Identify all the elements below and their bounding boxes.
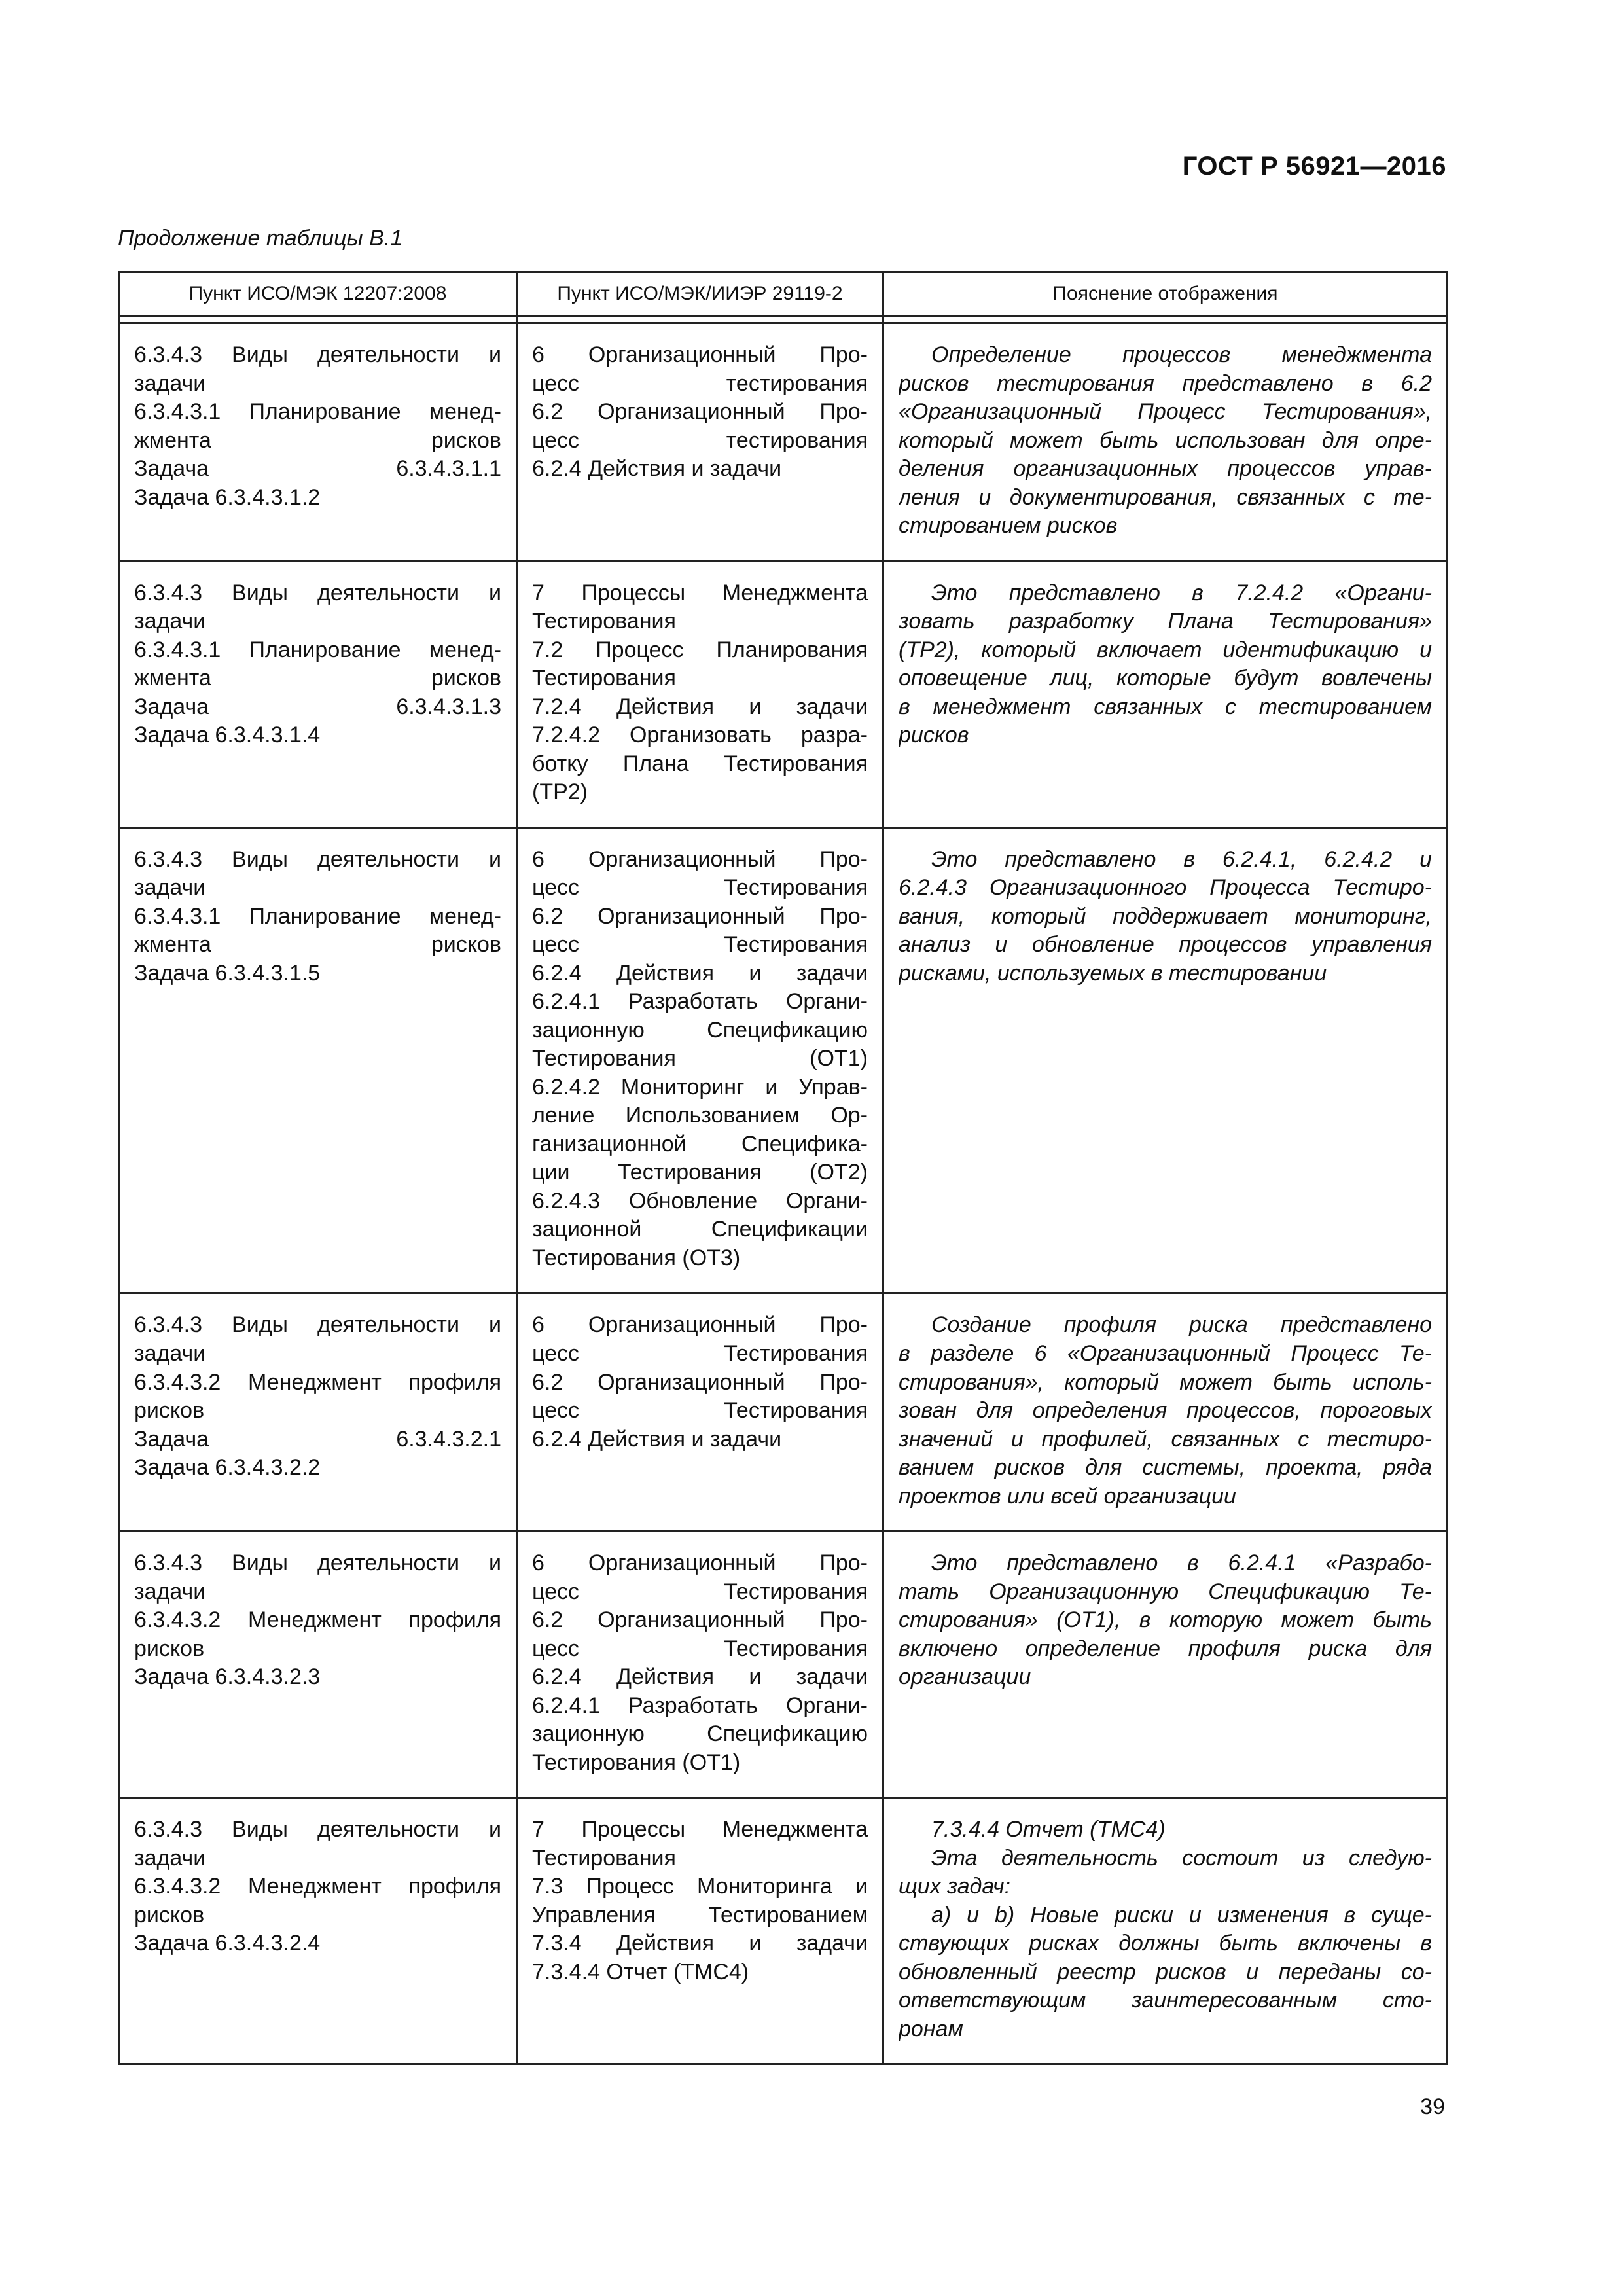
iso-29119-2-clause-cell	[517, 827, 883, 1293]
mapping-explanation-cell	[883, 1293, 1448, 1532]
cell-text-line: ствующих рисках должны быть включены в	[899, 1931, 1432, 1956]
cell-text-line: 7.2.4 Действия и задачи	[532, 694, 868, 719]
cell-text-line: Тестирования	[532, 1845, 676, 1871]
header-iso-12207: Пункт ИСО/МЭК 12207:2008	[119, 272, 517, 316]
cell-text-line: ции Тестирования (ОТ2)	[532, 1160, 868, 1185]
cell-text-line: 6.2.4 Действия и задачи	[532, 960, 868, 986]
cell-text-line: (TP2)	[532, 780, 588, 805]
cell-text-line: стирования», который может быть исполь-	[899, 1369, 1432, 1395]
mapping-explanation-cell	[883, 561, 1448, 827]
cell-text-line: значений и профилей, связанных с тестиро-	[899, 1426, 1432, 1452]
cell-text-line: ответствующим заинтересованным сто-	[899, 1988, 1432, 2013]
mapping-explanation-cell	[883, 1532, 1448, 1798]
cell-text-line: в разделе 6 «Организационный Процесс Те-	[899, 1340, 1432, 1366]
cell-text-line: Эта деятельность состоит из следую-	[931, 1845, 1432, 1871]
cell-text-line: рисков	[134, 1902, 205, 1928]
cell-text-line: щих задач:	[899, 1874, 1011, 1899]
table-row	[119, 1293, 1448, 1532]
cell-text-line: организации	[899, 1664, 1031, 1690]
cell-text-line: 6.2 Организационный Про-	[532, 903, 868, 929]
cell-text-line: 6.3.4.3.2 Менеджмент профиля	[134, 1607, 501, 1633]
table-header-row	[119, 272, 1448, 316]
header-mapping-explanation: Пояснение отображения	[883, 272, 1448, 316]
cell-text-line: 6 Организационный Про-	[532, 342, 868, 367]
iso-12207-clause-cell	[119, 1293, 517, 1532]
cell-text-line: рисков	[899, 723, 969, 748]
iso-29119-2-clause-cell	[517, 1532, 883, 1798]
cell-text-line: тать Организационную Спецификацию Те-	[899, 1579, 1432, 1604]
cell-text-line: задачи	[134, 1845, 206, 1871]
cell-text-line: задачи	[134, 370, 206, 396]
cell-text-line: 6.2 Организационный Про-	[532, 1607, 868, 1633]
cell-text-line: Управления Тестированием	[532, 1902, 868, 1928]
cell-text-line: зован для определения процессов, пороговых	[899, 1398, 1432, 1424]
cell-text-line: задачи	[134, 1579, 206, 1604]
header-separator-row	[119, 316, 1448, 323]
iso-29119-2-clause-cell	[517, 561, 883, 827]
cell-text-line: ление Использованием Ор-	[532, 1103, 868, 1128]
table-row	[119, 561, 1448, 827]
cell-text-line: 6.2.4.1 Разработать Органи-	[532, 989, 868, 1014]
cell-text-line: Задача 6.3.4.3.2.4	[134, 1931, 321, 1956]
iso-29119-2-clause-cell	[517, 1293, 883, 1532]
cell-text-line: проектов или всей организации	[899, 1483, 1236, 1509]
cell-text-line: 6.2.4.3 Обновление Органи-	[532, 1188, 868, 1213]
cell-text-line: 6.3.4.3 Виды деятельности и	[134, 846, 501, 872]
iso-12207-clause-cell	[119, 1798, 517, 2064]
document-code: ГОСТ Р 56921—2016	[1182, 152, 1446, 181]
cell-text-line: рисков	[134, 1398, 205, 1424]
cell-text-line: зационную Спецификацию	[532, 1721, 868, 1747]
cell-text-line: цесс Тестирования	[532, 875, 868, 901]
mapping-explanation-cell	[883, 827, 1448, 1293]
cell-text-line: стирования» (ОТ1), в которую может быть	[899, 1607, 1432, 1633]
cell-text-line: 6.3.4.3 Виды деятельности и	[134, 1312, 501, 1338]
cell-text-line: 6.2.4.3 Организационного Процесса Тестиро-	[899, 875, 1432, 901]
cell-text-line: 7 Процессы Менеджмента	[532, 580, 868, 605]
table-row	[119, 827, 1448, 1293]
iso-29119-2-clause-cell	[517, 1798, 883, 2064]
cell-text-line: 6.3.4.3.2 Менеджмент профиля	[134, 1874, 501, 1899]
cell-text-line: 6.3.4.3.1 Планирование менед-	[134, 399, 501, 425]
cell-text-line: 6.2.4 Действия и задачи	[532, 1664, 868, 1690]
cell-text-line: цесс тестирования	[532, 427, 868, 453]
cell-text-line: вания, который поддерживает мониторинг,	[899, 903, 1432, 929]
mapping-table	[118, 271, 1448, 2065]
cell-text-line: a) и b) Новые риски и изменения в суще-	[931, 1902, 1432, 1928]
cell-text-line: 6.3.4.3.2 Менеджмент профиля	[134, 1369, 501, 1395]
cell-text-line: 6.3.4.3 Виды деятельности и	[134, 1551, 501, 1576]
cell-text-line: 7 Процессы Менеджмента	[532, 1817, 868, 1842]
cell-text-line: 6.2.4.2 Мониторинг и Управ-	[532, 1074, 868, 1100]
cell-text-line: 7.3 Процесс Мониторинга и	[532, 1874, 868, 1899]
cell-text-line: 6 Организационный Про-	[532, 846, 868, 872]
mapping-explanation-cell	[883, 323, 1448, 562]
page-number: 39	[1420, 2094, 1445, 2119]
cell-text-line: Задача 6.3.4.3.1.5	[134, 960, 321, 986]
header-separator-cell	[517, 316, 883, 323]
cell-text-line: 6.3.4.3.1 Планирование менед-	[134, 637, 501, 662]
cell-text-line: жмента рисков	[134, 427, 501, 453]
cell-text-line: Задача 6.3.4.3.1.4	[134, 723, 321, 748]
cell-text-line: обновленный реестр рисков и переданы со-	[899, 1959, 1432, 1984]
cell-text-line: «Организационный Процесс Тестирования»,	[899, 399, 1432, 425]
cell-text-line: зационную Спецификацию	[532, 1017, 868, 1043]
cell-text-line: 6 Организационный Про-	[532, 1551, 868, 1576]
cell-text-line: 7.3.4.4 Отчет (ТМС4)	[532, 1959, 749, 1984]
cell-text-line: (TP2), который включает идентификацию и	[899, 637, 1432, 662]
cell-text-line: цесс Тестирования	[532, 1636, 868, 1661]
table-row	[119, 323, 1448, 562]
cell-text-line: рисками, используемых в тестировании	[899, 960, 1327, 986]
table-row	[119, 1532, 1448, 1798]
cell-text-line: зовать разработку Плана Тестирования»	[899, 609, 1432, 634]
iso-12207-clause-cell	[119, 827, 517, 1293]
cell-text-line: 6.2.4.1 Разработать Органи-	[532, 1693, 868, 1718]
cell-text-line: Задача 6.3.4.3.2.3	[134, 1664, 321, 1690]
cell-text-line: анализ и обновление процессов управления	[899, 932, 1432, 958]
iso-29119-2-clause-cell	[517, 323, 883, 562]
cell-text-line: ронам	[899, 2016, 963, 2041]
cell-text-line: Тестирования	[532, 609, 676, 634]
cell-text-line: ления и документирования, связанных с те-	[899, 484, 1432, 510]
cell-text-line: 7.3.4 Действия и задачи	[532, 1931, 868, 1956]
cell-text-line: Тестирования (ОТ1)	[532, 1749, 741, 1775]
cell-text-line: задачи	[134, 1340, 206, 1366]
cell-text-line: который может быть использован для опре-	[899, 427, 1432, 453]
cell-text-line: 6 Организационный Про-	[532, 1312, 868, 1338]
cell-text-line: цесс тестирования	[532, 370, 868, 396]
cell-text-line: жмента рисков	[134, 932, 501, 958]
cell-text-line: 6.3.4.3.1 Планирование менед-	[134, 903, 501, 929]
cell-text-line: рисков тестирования представлено в 6.2	[899, 370, 1432, 396]
cell-text-line: 6.2.4 Действия и задачи	[532, 456, 782, 482]
cell-text-line: 6.2 Организационный Про-	[532, 399, 868, 425]
cell-text-line: Тестирования (ОТ3)	[532, 1245, 741, 1270]
cell-text-line: Тестирования (ОТ1)	[532, 1046, 868, 1071]
cell-text-line: зационной Спецификации	[532, 1217, 868, 1242]
header-separator-cell	[119, 316, 517, 323]
header-separator-cell	[883, 316, 1448, 323]
cell-text-line: включено определение профиля риска для	[899, 1636, 1432, 1661]
cell-text-line: Задача 6.3.4.3.2.1	[134, 1426, 501, 1452]
cell-text-line: в менеджмент связанных с тестированием	[899, 694, 1432, 719]
cell-text-line: 7.2 Процесс Планирования	[532, 637, 868, 662]
cell-text-line: жмента рисков	[134, 666, 501, 691]
cell-text-line: Тестирования	[532, 666, 676, 691]
cell-text-line: 6.3.4.3 Виды деятельности и	[134, 1817, 501, 1842]
mapping-explanation-cell	[883, 1798, 1448, 2064]
header-iso-29119-2: Пункт ИСО/МЭК/ИИЭР 29119-2	[517, 272, 883, 316]
cell-text-line: деления организационных процессов управ-	[899, 456, 1432, 482]
cell-text-line: 6.2 Организационный Про-	[532, 1369, 868, 1395]
cell-text-line: Задача 6.3.4.3.1.2	[134, 484, 321, 510]
table-row	[119, 1798, 1448, 2064]
cell-text-line: 7.3.4.4 Отчет (ТМС4)	[931, 1817, 1166, 1842]
cell-text-line: цесс Тестирования	[532, 1340, 868, 1366]
cell-text-line: Задача 6.3.4.3.2.2	[134, 1455, 321, 1480]
cell-text-line: ботку Плана Тестирования	[532, 751, 868, 776]
cell-text-line: задачи	[134, 609, 206, 634]
cell-text-line: ганизационной Специфика-	[532, 1131, 868, 1157]
cell-text-line: Задача 6.3.4.3.1.1	[134, 456, 501, 482]
cell-text-line: Определение процессов менеджмента	[931, 342, 1432, 367]
cell-text-line: 6.2.4 Действия и задачи	[532, 1426, 782, 1452]
cell-text-line: Это представлено в 6.2.4.1 «Разрабо-	[931, 1551, 1432, 1576]
cell-text-line: Это представлено в 6.2.4.1, 6.2.4.2 и	[931, 846, 1432, 872]
cell-text-line: Создание профиля риска представлено	[931, 1312, 1432, 1338]
iso-12207-clause-cell	[119, 323, 517, 562]
cell-text-line: задачи	[134, 875, 206, 901]
cell-text-line: 6.3.4.3 Виды деятельности и	[134, 580, 501, 605]
iso-12207-clause-cell	[119, 561, 517, 827]
cell-text-line: Это представлено в 7.2.4.2 «Органи-	[931, 580, 1432, 605]
cell-text-line: цесс Тестирования	[532, 932, 868, 958]
cell-text-line: 6.3.4.3 Виды деятельности и	[134, 342, 501, 367]
cell-text-line: цесс Тестирования	[532, 1398, 868, 1424]
iso-12207-clause-cell	[119, 1532, 517, 1798]
table-continuation-caption: Продолжение таблицы В.1	[118, 226, 403, 251]
cell-text-line: 7.2.4.2 Организовать разра-	[532, 723, 868, 748]
cell-text-line: оповещение лиц, которые будут вовлечены	[899, 666, 1432, 691]
cell-text-line: Задача 6.3.4.3.1.3	[134, 694, 501, 719]
cell-text-line: стированием рисков	[899, 513, 1118, 539]
cell-text-line: рисков	[134, 1636, 205, 1661]
cell-text-line: ванием рисков для системы, проекта, ряда	[899, 1455, 1432, 1480]
cell-text-line: цесс Тестирования	[532, 1579, 868, 1604]
